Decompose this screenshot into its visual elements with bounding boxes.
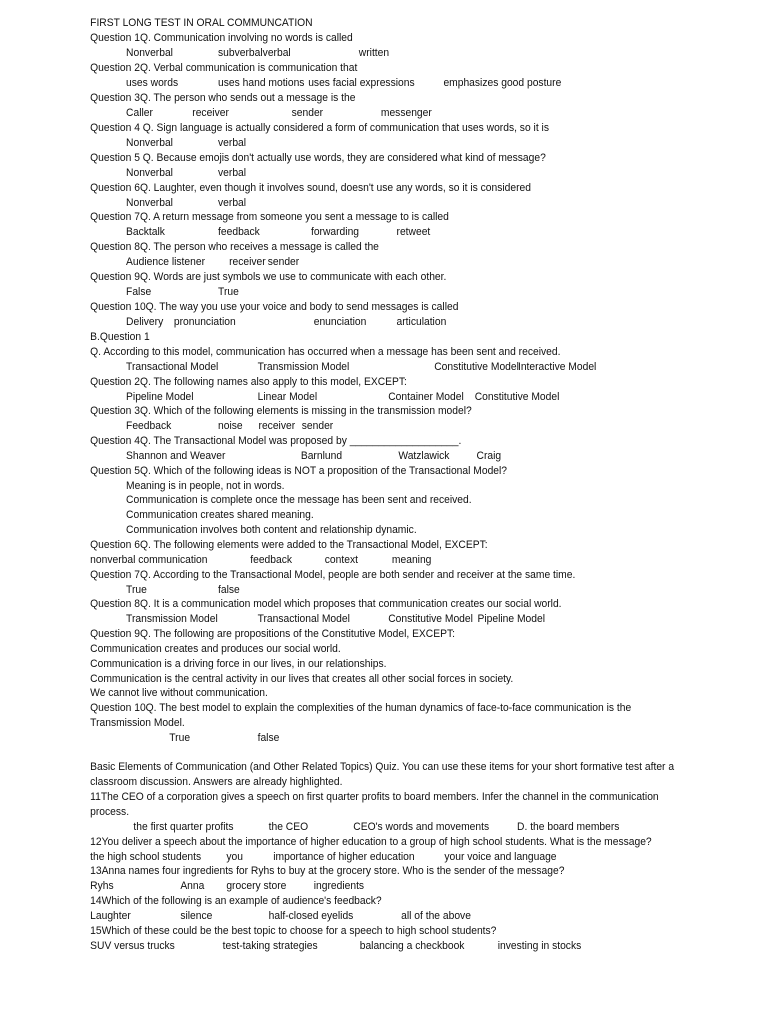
option: receiver [229, 256, 266, 268]
question-b1: Q. According to this model, communication has occurred when a message has been sent and received. [90, 346, 561, 358]
option: Delivery [126, 316, 164, 328]
question-b2: Question 2Q. The following names also apply to this model, EXCEPT: [90, 376, 407, 388]
option: We cannot live without communication. [90, 687, 268, 699]
option: receiver [192, 107, 229, 119]
option: half-closed eyelids [268, 910, 354, 922]
question-a4: Question 4 Q. Sign language is actually considered a form of communication that uses words, so it is [90, 122, 549, 134]
option: Nonverbal [126, 137, 173, 149]
options-a1 [90, 46, 697, 60]
option: false [218, 584, 240, 596]
option: Linear Model [257, 391, 318, 403]
option: enunciation [313, 316, 367, 328]
options-b6 [90, 553, 697, 567]
question-a5: Question 5 Q. Because emojis don't actually use words, they are considered what kind of message? [90, 152, 546, 164]
option: nonverbal communication [90, 554, 208, 566]
options-15 [90, 939, 697, 953]
question-a8: Question 8Q. The person who receives a message is called the [90, 241, 379, 253]
option: Transactional Model [126, 361, 219, 373]
options-a4 [90, 136, 697, 150]
options-14 [90, 909, 697, 923]
question-b10: Question 10Q. The best model to explain the complexities of the human dynamics of face-to-face communication is the Transmission Model. [90, 702, 632, 729]
options-b7 [90, 583, 697, 597]
option: context [324, 554, 358, 566]
option: SUV versus trucks [90, 940, 175, 952]
question-a9: Question 9Q. Words are just symbols we use to communicate with each other. [90, 271, 447, 283]
option: True [218, 286, 239, 298]
option: test-taking strategies [222, 940, 318, 952]
option: Caller [126, 107, 153, 119]
option: the high school students [90, 851, 202, 863]
options-b4 [90, 449, 697, 463]
question-a6: Question 6Q. Laughter, even though it involves sound, doesn't use any words, so it is considered [90, 182, 531, 194]
option: silence [180, 910, 213, 922]
option: uses facial expressions [308, 77, 415, 89]
option: Interactive Model [517, 361, 597, 373]
option: feedback [250, 554, 293, 566]
option: False [126, 286, 152, 298]
option: written [358, 47, 390, 59]
option: grocery store [226, 880, 287, 892]
question-a2: Question 2Q. Verbal communication is communication that [90, 62, 358, 74]
option: Audience listener [126, 256, 206, 268]
option: Constitutive Model [474, 391, 560, 403]
question-b3: Question 3Q. Which of the following elements is missing in the transmission model? [90, 405, 472, 417]
question-b7: Question 7Q. According to the Transactional Model, people are both sender and receiver at the same time. [90, 569, 576, 581]
options-a7 [90, 225, 697, 239]
question-b4: Question 4Q. The Transactional Model was proposed by ___________________. [90, 435, 462, 447]
options-a8 [90, 255, 697, 269]
question-a1: Question 1Q. Communication involving no words is called [90, 32, 353, 44]
option: retweet [396, 226, 431, 238]
options-a2 [90, 76, 697, 90]
option: the first quarter profits [133, 821, 234, 833]
option: Transmission Model [257, 361, 350, 373]
option: Transactional Model [257, 613, 350, 625]
question-11: 11The CEO of a corporation gives a speech on first quarter profits to board members. Infer the channel in the communication process. [90, 791, 659, 818]
question-b6: Question 6Q. The following elements were added to the Transactional Model, EXCEPT: [90, 539, 488, 551]
question-12: 12You deliver a speech about the importance of higher education to a group of high school students. What is the message? [90, 836, 652, 848]
question-15: 15Which of these could be the best topic to choose for a speech to high school students? [90, 925, 497, 937]
option: all of the above [401, 910, 471, 922]
options-b3 [90, 419, 697, 433]
option: sender [291, 107, 324, 119]
option: Communication is a driving force in our lives, in our relationships. [90, 658, 387, 670]
option: noise [218, 420, 243, 432]
option: Constitutive Model [434, 361, 519, 373]
option: forwarding [310, 226, 360, 238]
option: verbal [218, 167, 247, 179]
option: false [257, 732, 280, 744]
options-12 [90, 850, 697, 864]
option: Communication creates shared meaning. [126, 509, 314, 521]
option: Container Model [388, 391, 464, 403]
option: uses hand motions [218, 77, 305, 89]
question-14: 14Which of the following is an example of audience's feedback? [90, 895, 382, 907]
option: feedback [218, 226, 260, 238]
option: messenger [380, 107, 432, 119]
option: True [169, 732, 191, 744]
option: verbal [218, 197, 247, 209]
option: CEO's words and movements [353, 821, 490, 833]
option: importance of higher education [273, 851, 415, 863]
options-b8 [90, 612, 697, 626]
option: Barnlund [300, 450, 343, 462]
option: D. the board members [517, 821, 620, 833]
question-13: 13Anna names four ingredients for Ryhs to buy at the grocery store. Who is the sender of the message? [90, 865, 565, 877]
option: sender [267, 256, 300, 268]
option: Transmission Model [126, 613, 218, 625]
option: meaning [391, 554, 432, 566]
option: Meaning is in people, not in words. [126, 480, 285, 492]
question-a3: Question 3Q. The person who sends out a message is the [90, 92, 356, 104]
option: sender [301, 420, 334, 432]
option: Nonverbal [126, 197, 173, 209]
option: Communication is the central activity in our lives that creates all other social forces in society. [90, 673, 514, 685]
options-b10 [90, 731, 697, 745]
option: Pipeline Model [126, 391, 194, 403]
option: Communication involves both content and relationship dynamic. [126, 524, 417, 536]
option: Feedback [126, 420, 172, 432]
option: emphasizes good posture [443, 77, 562, 89]
question-b8: Question 8Q. It is a communication model which proposes that communication creates our social world. [90, 598, 562, 610]
quiz-intro: Basic Elements of Communication (and Other Related Topics) Quiz. You can use these items for your short formative test after a classroom discussion. Answers are already highlighted. [90, 761, 675, 788]
option: balancing a checkbook [359, 940, 465, 952]
option: Nonverbal [126, 47, 173, 59]
options-a6 [90, 196, 697, 210]
options-a5 [90, 166, 697, 180]
option: Laughter [90, 910, 131, 922]
question-b5: Question 5Q. Which of the following ideas is NOT a proposition of the Transactional Model? [90, 465, 508, 477]
options-11 [90, 820, 697, 834]
question-a10: Question 10Q. The way you use your voice and body to send messages is called [90, 301, 459, 313]
option: Communication creates and produces our social world. [90, 643, 341, 655]
option: receiver [258, 420, 296, 432]
options-a3 [90, 106, 697, 120]
option: the CEO [268, 821, 309, 833]
question-b9: Question 9Q. The following are propositions of the Constitutive Model, EXCEPT: [90, 628, 455, 640]
options-b1 [90, 360, 697, 374]
option: True [126, 584, 147, 596]
option: uses words [126, 77, 179, 89]
option: Shannon and Weaver [126, 450, 226, 462]
option: investing in stocks [497, 940, 582, 952]
option: Watzlawick [398, 450, 450, 462]
options-b2 [90, 390, 697, 404]
option: you [226, 851, 243, 863]
question-a7: Question 7Q. A return message from someone you sent a message to is called [90, 211, 449, 223]
part-b-heading: B.Question 1 [90, 331, 150, 343]
option: verbal [218, 137, 247, 149]
option: Nonverbal [126, 167, 173, 179]
option: pronunciation [173, 316, 236, 328]
option: subverbalverbal [218, 47, 291, 59]
options-a10 [90, 315, 697, 329]
option: Pipeline Model [477, 613, 545, 625]
option: articulation [396, 316, 447, 328]
option: ingredients [313, 880, 365, 892]
option: Anna [180, 880, 205, 892]
document-title: FIRST LONG TEST IN ORAL COMMUNCATION [90, 17, 313, 29]
options-a9 [90, 285, 697, 299]
option: Ryhs [90, 880, 114, 892]
option: Craig [476, 450, 502, 462]
options-13 [90, 879, 697, 893]
option: Backtalk [126, 226, 165, 238]
option: your voice and language [444, 851, 557, 863]
option: Communication is complete once the message has been sent and received. [126, 494, 472, 506]
option: Constitutive Model [388, 613, 473, 625]
